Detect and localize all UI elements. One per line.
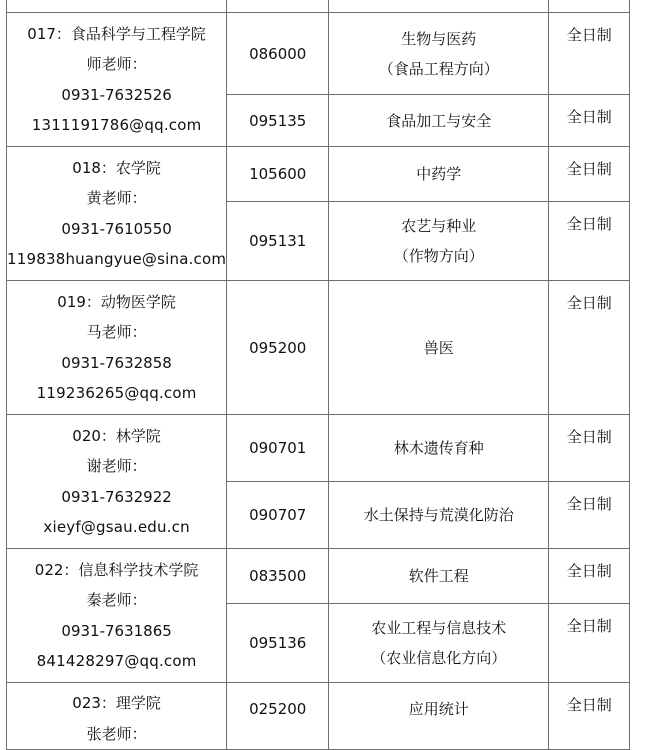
contact-name: 秦老师： <box>86 591 147 609</box>
college-name: 022：信息科学技术学院 <box>34 560 199 579</box>
program-code: 090707 <box>227 482 329 549</box>
contact-email: 119236265@qq.com <box>36 384 197 402</box>
program-code: 095200 <box>227 281 329 415</box>
program-major-cell <box>329 202 549 281</box>
study-mode: 全日制 <box>566 160 612 178</box>
contact-phone: 0931-7632922 <box>61 487 172 506</box>
college-cell <box>7 415 227 549</box>
contact-email: 119838huangyue@sina.com <box>7 250 227 268</box>
contact-email: xieyf@gsau.edu.cn <box>43 518 190 536</box>
program-major: 兽医 <box>329 281 549 415</box>
table-row <box>7 147 630 202</box>
college-name: 023：理学院 <box>72 694 161 712</box>
table-row <box>7 13 630 95</box>
study-mode: 全日制 <box>566 495 612 513</box>
program-major: 农艺与种业 <box>401 217 477 235</box>
college-cell <box>7 281 227 415</box>
contact-name: 马老师： <box>86 323 147 341</box>
program-major: 应用统计 <box>329 683 549 750</box>
study-mode-cell <box>549 95 630 147</box>
contact-phone: 0931-7632526 <box>61 85 172 104</box>
college-cell <box>7 13 227 147</box>
contact-email: 1311191786@qq.com <box>31 116 202 134</box>
program-major-note: （食品工程方向） <box>378 59 499 78</box>
college-cell <box>7 549 227 683</box>
program-major: 生物与医药 <box>401 29 477 48</box>
program-major: 农业工程与信息技术 <box>371 619 507 637</box>
program-major: 水土保持与荒漠化防治 <box>329 482 549 549</box>
contact-email: 841428297@qq.com <box>36 652 197 670</box>
program-major-cell <box>329 13 549 95</box>
college-name: 020：林学院 <box>72 426 161 445</box>
program-major: 软件工程 <box>329 549 549 604</box>
study-mode-cell <box>549 13 630 95</box>
contact-name: 谢老师： <box>86 457 147 475</box>
program-table <box>6 0 630 750</box>
table-row <box>7 683 630 750</box>
study-mode: 全日制 <box>566 215 612 233</box>
college-name: 019：动物医学院 <box>57 292 176 311</box>
contact-name: 师老师： <box>86 55 147 73</box>
college-cell <box>7 683 227 750</box>
program-major: 林木遗传育种 <box>329 415 549 482</box>
program-major: 中药学 <box>329 147 549 202</box>
study-mode-cell <box>549 415 630 482</box>
program-code: 090701 <box>227 415 329 482</box>
contact-phone: 0931-7631865 <box>61 621 172 640</box>
study-mode-cell <box>549 683 630 750</box>
college-name: 017：食品科学与工程学院 <box>27 24 206 43</box>
college-cell <box>7 147 227 281</box>
study-mode-cell <box>549 202 630 281</box>
table-row <box>7 549 630 604</box>
program-major: 食品加工与安全 <box>329 95 549 147</box>
program-code: 095136 <box>227 604 329 683</box>
study-mode-cell <box>549 147 630 202</box>
program-code: 086000 <box>227 13 329 95</box>
college-name: 018：农学院 <box>72 158 161 177</box>
contact-phone: 0931-7632858 <box>61 353 172 372</box>
program-code: 105600 <box>227 147 329 202</box>
contact-phone: 0931-7610550 <box>61 219 172 238</box>
study-mode-cell <box>549 549 630 604</box>
study-mode: 全日制 <box>566 294 612 312</box>
study-mode: 全日制 <box>566 26 612 44</box>
table-row <box>7 281 630 415</box>
program-code: 095135 <box>227 95 329 147</box>
program-code: 025200 <box>227 683 329 750</box>
study-mode-cell <box>549 482 630 549</box>
study-mode: 全日制 <box>566 428 612 446</box>
contact-name: 张老师： <box>86 724 147 743</box>
contact-name: 黄老师： <box>86 189 147 207</box>
program-major-cell <box>329 604 549 683</box>
program-code: 083500 <box>227 549 329 604</box>
program-major-note: （农业信息化方向） <box>371 649 507 667</box>
study-mode-cell <box>549 604 630 683</box>
study-mode: 全日制 <box>566 562 612 580</box>
program-major-note: （作物方向） <box>393 247 484 265</box>
study-mode: 全日制 <box>566 696 612 714</box>
program-code: 095131 <box>227 202 329 281</box>
study-mode-cell <box>549 281 630 415</box>
table-row-top-partial <box>7 0 630 13</box>
study-mode: 全日制 <box>566 108 612 126</box>
study-mode: 全日制 <box>566 617 612 635</box>
table-row <box>7 415 630 482</box>
